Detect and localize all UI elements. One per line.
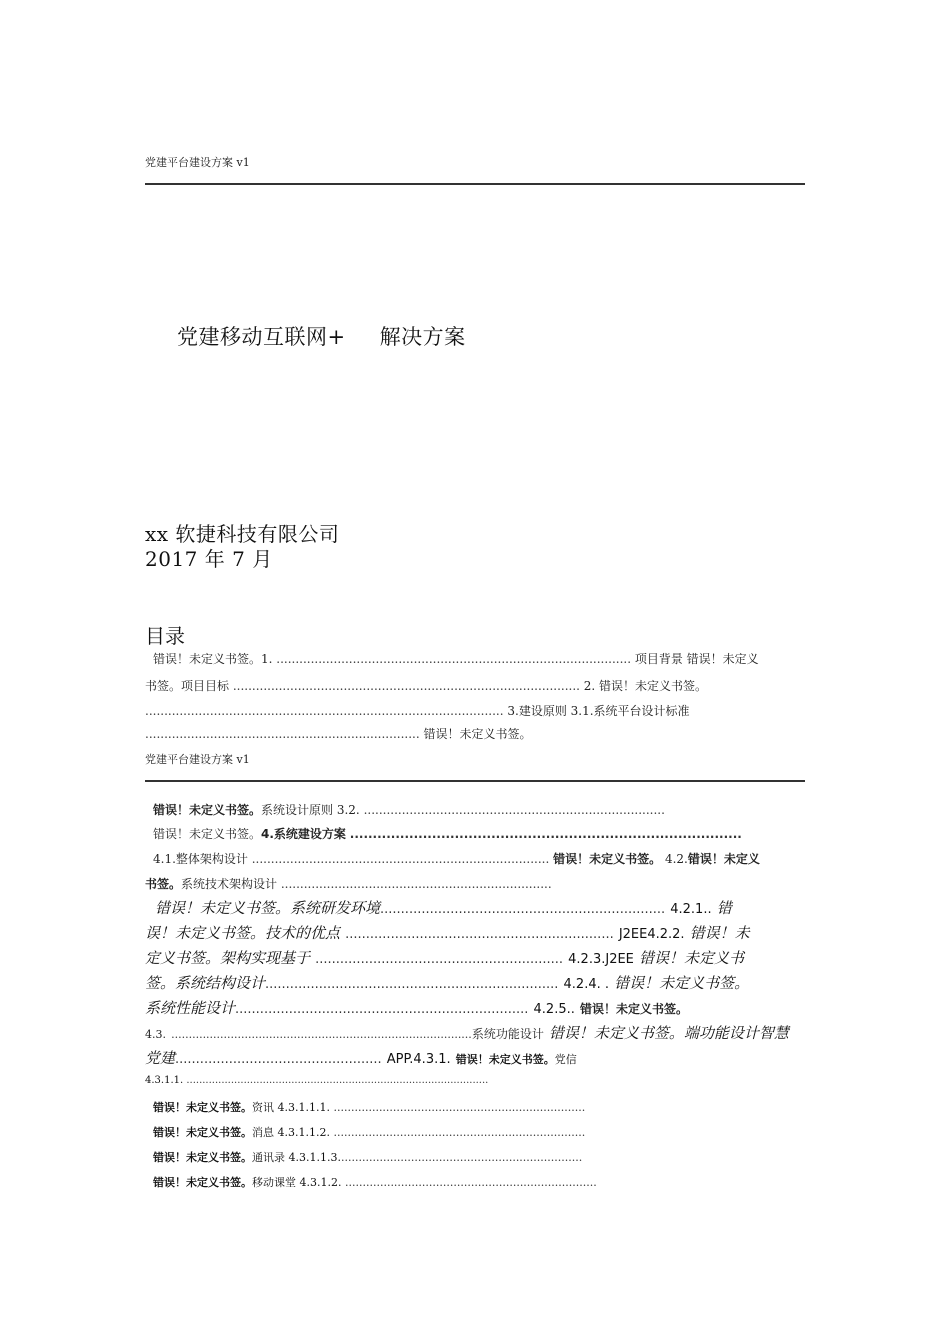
toc-dots: .............................................................................. <box>251 852 550 866</box>
toc-line[interactable] <box>153 1124 585 1140</box>
toc-italic: 党建 <box>145 1049 176 1067</box>
toc-dots: ........................................................................................... <box>232 679 580 693</box>
toc-line[interactable] <box>145 725 531 742</box>
toc-line[interactable] <box>145 875 552 892</box>
toc-line[interactable] <box>153 1149 582 1165</box>
toc-italic: 错误！未定义书签。 <box>614 974 750 992</box>
toc-italic: 错误！未 <box>689 924 750 942</box>
header-rule-1 <box>145 183 805 185</box>
toc-dots: ....................................................................... <box>235 1002 529 1017</box>
toc-dots: .............................................................................................. <box>145 704 504 718</box>
toc-text: 4.3. <box>145 1028 166 1041</box>
toc-italic: 误！未定义书签。技术的优点 <box>145 924 341 942</box>
toc-text: J2EE4.2.2. <box>618 927 685 942</box>
toc-line[interactable] <box>153 650 759 667</box>
toc-bold: 书签。 <box>145 877 182 891</box>
toc-bold: 错误！未定义书签。 <box>579 1002 688 1016</box>
toc-text: 系统功能设计 <box>471 1027 544 1041</box>
toc-bold: 错误！未定义书签。 <box>153 1126 252 1139</box>
toc-dots: ....................................................................... <box>265 977 559 992</box>
toc-line[interactable] <box>145 702 690 719</box>
toc-dots: ........................................................................ <box>333 1101 586 1114</box>
toc-dots: ..................................................................... <box>380 902 666 917</box>
toc-italic: 系统性能设计 <box>145 999 236 1017</box>
toc-dots: ............................................................................................... <box>186 1075 489 1086</box>
toc-text: 系统设计原则 3.2. <box>261 803 360 817</box>
title-part-2: 解决方案 <box>379 325 466 349</box>
toc-text: 错误！未定义书签。 <box>153 827 262 841</box>
toc-italic: 错误！未定义书签。端功能设计智慧 <box>548 1024 789 1042</box>
toc-text: APP.4.3.1. <box>386 1052 451 1067</box>
toc-dots: ............................................................................................. <box>276 652 632 666</box>
toc-dots: ............................................................................... <box>363 803 665 817</box>
toc-text: 书签。项目目标 <box>145 679 230 693</box>
toc-bold: 错误！未定义 <box>687 852 760 866</box>
toc-text: 系统技术架构设计 <box>181 877 278 891</box>
toc-line[interactable] <box>145 677 707 694</box>
toc-text: 通讯录 4.3.1.1.3. <box>252 1151 341 1164</box>
toc-text: 消息 4.3.1.1.2. <box>252 1126 330 1139</box>
toc-dots: ...................................................................................... <box>349 827 742 841</box>
toc-dots: ...................................................................................... <box>171 1028 472 1041</box>
toc-bold: 错误！未定义书签。 <box>153 803 262 817</box>
toc-bold: 错误！未定义书签。 <box>153 1101 252 1114</box>
toc-text: 错误！未定义书签。1. <box>153 652 273 666</box>
toc-italic: 错 <box>716 899 732 917</box>
toc-line[interactable] <box>145 1022 789 1043</box>
toc-text: 2. 错误！未定义书签。 <box>583 679 708 693</box>
toc-italic: 定义书签。架构实现基于 <box>145 949 311 967</box>
toc-line[interactable] <box>153 825 742 842</box>
toc-text: 资讯 4.3.1.1.1. <box>252 1101 330 1114</box>
toc-text: 4.2.1.. <box>670 902 712 917</box>
toc-bold: 错误！未定义书签。 <box>455 1053 555 1066</box>
document-date: 2017 年 7 月 <box>145 547 273 571</box>
toc-line[interactable] <box>153 801 665 818</box>
toc-dots: ........................................................................ <box>333 1126 586 1139</box>
toc-dots: ........................................................................ <box>145 727 420 741</box>
toc-line[interactable] <box>145 997 688 1018</box>
toc-italic: 签。系统结构设计 <box>145 974 266 992</box>
toc-dots: ........................................................................ <box>344 1176 597 1189</box>
toc-text: 错误！未定义书签。 <box>423 727 532 741</box>
page-header-1: 党建平台建设方案 v1 <box>145 156 250 169</box>
toc-dots: ..................................................................... <box>340 1151 583 1164</box>
toc-line[interactable] <box>145 947 744 968</box>
toc-dots: ................................................................. <box>345 927 614 942</box>
toc-italic: 错误！未定义书 <box>639 949 745 967</box>
toc-line[interactable] <box>153 850 760 867</box>
toc-text: 4.3.1.1. <box>145 1075 184 1086</box>
toc-text: 项目背景 错误！未定义 <box>634 652 759 666</box>
toc-text: 移动课堂 4.3.1.2. <box>252 1176 342 1189</box>
toc-line[interactable] <box>145 972 749 993</box>
toc-bold: 4.系统建设方案 <box>261 827 346 841</box>
toc-text: 4.2. <box>664 852 688 866</box>
toc-text: 3.建设原则 3.1.系统平台设计标准 <box>507 704 690 718</box>
toc-text: 4.2.3.J2EE <box>568 952 634 967</box>
toc-dots: .................................................. <box>175 1052 382 1067</box>
toc-text: 4.1.整体架构设计 <box>153 852 248 866</box>
toc-heading: 目录 <box>145 624 185 648</box>
toc-line[interactable] <box>145 1075 488 1086</box>
toc-text: 4.2.5.. <box>533 1002 575 1017</box>
toc-text: 4.2.4. . <box>563 977 609 992</box>
toc-dots: ....................................................................... <box>280 877 552 891</box>
toc-dots: ............................................................ <box>315 952 564 967</box>
toc-text: 党信 <box>554 1053 577 1066</box>
company-name: xx 软捷科技有限公司 <box>145 522 340 546</box>
header-rule-2 <box>145 780 805 782</box>
page-header-2: 党建平台建设方案 v1 <box>145 753 250 766</box>
toc-line[interactable] <box>155 897 732 918</box>
toc-bold: 错误！未定义书签。 <box>153 1176 252 1189</box>
toc-line[interactable] <box>145 1047 577 1068</box>
title-part-1: 党建移动互联网+ <box>177 325 346 349</box>
toc-line[interactable] <box>145 922 750 943</box>
toc-bold: 错误！未定义书签。 <box>553 852 662 866</box>
toc-bold: 错误！未定义书签。 <box>153 1151 252 1164</box>
document-title <box>177 321 466 351</box>
toc-line[interactable] <box>153 1099 585 1115</box>
toc-italic: 错误！未定义书签。系统研发环境 <box>155 899 381 917</box>
toc-line[interactable] <box>153 1174 597 1190</box>
